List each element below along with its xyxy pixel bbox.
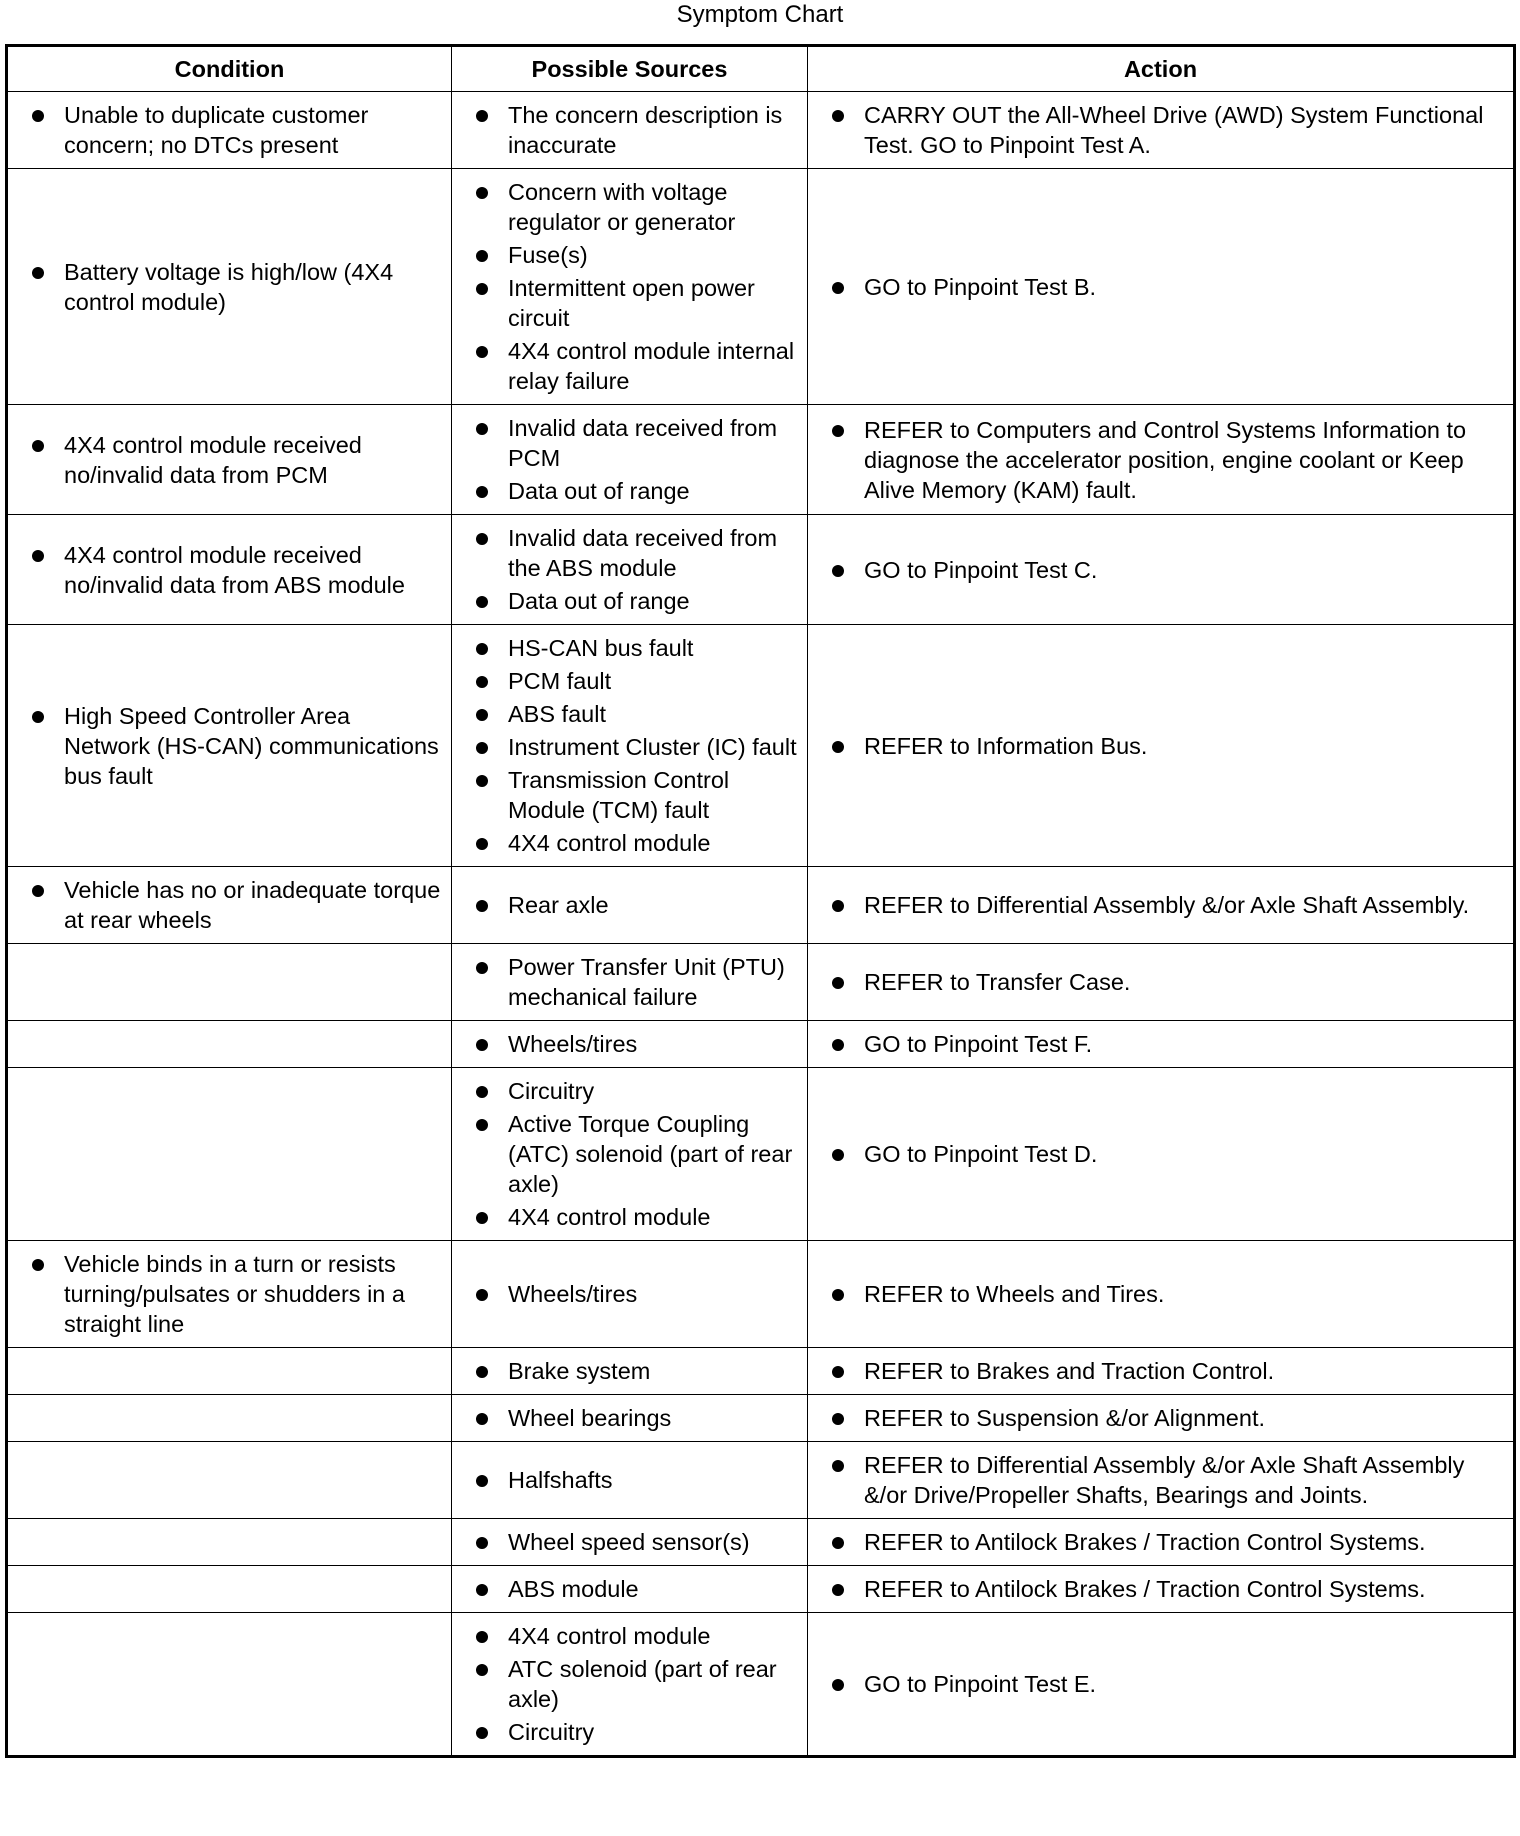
list-item: 4X4 control module: [464, 828, 797, 858]
list-item: PCM fault: [464, 666, 797, 696]
list-item: Wheels/tires: [464, 1029, 797, 1059]
list-item: Wheel bearings: [464, 1403, 797, 1433]
list-item: ABS module: [464, 1574, 797, 1604]
action-cell: [808, 1241, 1515, 1348]
possible-sources-cell: [452, 405, 808, 515]
list-item: ABS fault: [464, 699, 797, 729]
action-cell: [808, 944, 1515, 1021]
table-row: [7, 169, 1515, 405]
condition-cell: [7, 169, 452, 405]
list-item: REFER to Antilock Brakes / Traction Control Systems.: [820, 1527, 1503, 1557]
bullet-list: [820, 1139, 1503, 1169]
bullet-list: [464, 1356, 797, 1386]
list-item: REFER to Differential Assembly &/or Axle Shaft Assembly.: [820, 890, 1503, 920]
list-item: GO to Pinpoint Test E.: [820, 1669, 1503, 1699]
bullet-list: [820, 1029, 1503, 1059]
possible-sources-cell: [452, 515, 808, 625]
condition-cell: [7, 1519, 452, 1566]
table-row: [7, 1566, 1515, 1613]
bullet-list: [820, 1279, 1503, 1309]
bullet-list: [820, 1403, 1503, 1433]
bullet-list: [820, 890, 1503, 920]
list-item: Battery voltage is high/low (4X4 control module): [20, 257, 441, 317]
bullet-list: [820, 1669, 1503, 1699]
bullet-list: [464, 890, 797, 920]
list-item: REFER to Antilock Brakes / Traction Control Systems.: [820, 1574, 1503, 1604]
list-item: Circuitry: [464, 1076, 797, 1106]
list-item: REFER to Information Bus.: [820, 731, 1503, 761]
table-row: [7, 1348, 1515, 1395]
list-item: HS-CAN bus fault: [464, 633, 797, 663]
table-body: [7, 92, 1515, 1757]
condition-cell: [7, 1241, 452, 1348]
possible-sources-cell: [452, 1241, 808, 1348]
condition-cell: [7, 515, 452, 625]
list-item: CARRY OUT the All-Wheel Drive (AWD) System Functional Test. GO to Pinpoint Test A.: [820, 100, 1503, 160]
table-row: [7, 92, 1515, 169]
list-item: REFER to Brakes and Traction Control.: [820, 1356, 1503, 1386]
action-cell: [808, 515, 1515, 625]
bullet-list: [464, 100, 797, 160]
list-item: Intermittent open power circuit: [464, 273, 797, 333]
list-item: Brake system: [464, 1356, 797, 1386]
bullet-list: [820, 272, 1503, 302]
bullet-list: [20, 875, 441, 935]
condition-cell: [7, 1613, 452, 1757]
bullet-list: [820, 1574, 1503, 1604]
list-item: Wheels/tires: [464, 1279, 797, 1309]
table-row: [7, 1442, 1515, 1519]
header-possible-sources: Possible Sources: [452, 46, 808, 92]
possible-sources-cell: [452, 1519, 808, 1566]
list-item: GO to Pinpoint Test D.: [820, 1139, 1503, 1169]
list-item: Power Transfer Unit (PTU) mechanical failure: [464, 952, 797, 1012]
condition-cell: [7, 625, 452, 867]
possible-sources-cell: [452, 1566, 808, 1613]
possible-sources-cell: [452, 867, 808, 944]
action-cell: [808, 92, 1515, 169]
bullet-list: [464, 1465, 797, 1495]
condition-cell: [7, 944, 452, 1021]
list-item: Invalid data received from PCM: [464, 413, 797, 473]
table-row: [7, 1395, 1515, 1442]
list-item: REFER to Wheels and Tires.: [820, 1279, 1503, 1309]
condition-cell: [7, 867, 452, 944]
list-item: REFER to Transfer Case.: [820, 967, 1503, 997]
action-cell: [808, 1442, 1515, 1519]
possible-sources-cell: [452, 1068, 808, 1241]
bullet-list: [464, 1076, 797, 1232]
list-item: Data out of range: [464, 586, 797, 616]
possible-sources-cell: [452, 1395, 808, 1442]
list-item: Invalid data received from the ABS module: [464, 523, 797, 583]
list-item: Rear axle: [464, 890, 797, 920]
list-item: Unable to duplicate customer concern; no DTCs present: [20, 100, 441, 160]
bullet-list: [820, 967, 1503, 997]
table-row: [7, 405, 1515, 515]
bullet-list: [20, 257, 441, 317]
table-row: [7, 625, 1515, 867]
list-item: Wheel speed sensor(s): [464, 1527, 797, 1557]
list-item: Data out of range: [464, 476, 797, 506]
list-item: Active Torque Coupling (ATC) solenoid (part of rear axle): [464, 1109, 797, 1199]
action-cell: [808, 1519, 1515, 1566]
table-row: [7, 1068, 1515, 1241]
action-cell: [808, 867, 1515, 944]
list-item: 4X4 control module received no/invalid data from ABS module: [20, 540, 441, 600]
condition-cell: [7, 1021, 452, 1068]
table-row: [7, 1241, 1515, 1348]
list-item: Circuitry: [464, 1717, 797, 1747]
list-item: Halfshafts: [464, 1465, 797, 1495]
symptom-chart-table: [5, 44, 1516, 1758]
action-cell: [808, 169, 1515, 405]
bullet-list: [464, 1621, 797, 1747]
condition-cell: [7, 1348, 452, 1395]
table-header-row: [7, 46, 1515, 92]
list-item: Instrument Cluster (IC) fault: [464, 732, 797, 762]
possible-sources-cell: [452, 1613, 808, 1757]
bullet-list: [20, 540, 441, 600]
condition-cell: [7, 1566, 452, 1613]
table-row: [7, 515, 1515, 625]
condition-cell: [7, 1395, 452, 1442]
bullet-list: [464, 1527, 797, 1557]
list-item: REFER to Suspension &/or Alignment.: [820, 1403, 1503, 1433]
bullet-list: [820, 100, 1503, 160]
header-condition: Condition: [7, 46, 452, 92]
bullet-list: [464, 1279, 797, 1309]
list-item: High Speed Controller Area Network (HS-CAN) communications bus fault: [20, 701, 441, 791]
bullet-list: [820, 1527, 1503, 1557]
bullet-list: [464, 633, 797, 858]
list-item: The concern description is inaccurate: [464, 100, 797, 160]
action-cell: [808, 1395, 1515, 1442]
header-action: Action: [808, 46, 1515, 92]
action-cell: [808, 1613, 1515, 1757]
bullet-list: [464, 177, 797, 396]
bullet-list: [464, 952, 797, 1012]
list-item: REFER to Computers and Control Systems Information to diagnose the accelerator position, engine coolant or Keep Alive Memory (KAM) fault.: [820, 415, 1503, 505]
action-cell: [808, 1021, 1515, 1068]
list-item: Vehicle has no or inadequate torque at rear wheels: [20, 875, 441, 935]
possible-sources-cell: [452, 1442, 808, 1519]
possible-sources-cell: [452, 92, 808, 169]
condition-cell: [7, 405, 452, 515]
bullet-list: [464, 413, 797, 506]
table-row: [7, 1613, 1515, 1757]
page-title: Symptom Chart: [676, 1, 844, 28]
bullet-list: [464, 523, 797, 616]
condition-cell: [7, 1068, 452, 1241]
bullet-list: [20, 701, 441, 791]
list-item: 4X4 control module: [464, 1202, 797, 1232]
list-item: 4X4 control module: [464, 1621, 797, 1651]
bullet-list: [20, 100, 441, 160]
bullet-list: [464, 1403, 797, 1433]
condition-cell: [7, 1442, 452, 1519]
bullet-list: [820, 1450, 1503, 1510]
table-row: [7, 1519, 1515, 1566]
list-item: Fuse(s): [464, 240, 797, 270]
action-cell: [808, 405, 1515, 515]
bullet-list: [20, 1249, 441, 1339]
bullet-list: [20, 430, 441, 490]
bullet-list: [820, 555, 1503, 585]
list-item: Concern with voltage regulator or generator: [464, 177, 797, 237]
table-row: [7, 944, 1515, 1021]
table-row: [7, 867, 1515, 944]
list-item: Vehicle binds in a turn or resists turning/pulsates or shudders in a straight line: [20, 1249, 441, 1339]
action-cell: [808, 1068, 1515, 1241]
list-item: 4X4 control module received no/invalid data from PCM: [20, 430, 441, 490]
possible-sources-cell: [452, 1021, 808, 1068]
list-item: GO to Pinpoint Test F.: [820, 1029, 1503, 1059]
list-item: Transmission Control Module (TCM) fault: [464, 765, 797, 825]
possible-sources-cell: [452, 625, 808, 867]
bullet-list: [820, 731, 1503, 761]
bullet-list: [820, 1356, 1503, 1386]
list-item: REFER to Differential Assembly &/or Axle Shaft Assembly &/or Drive/Propeller Shafts, Bearings and Joints.: [820, 1450, 1503, 1510]
list-item: ATC solenoid (part of rear axle): [464, 1654, 797, 1714]
bullet-list: [820, 415, 1503, 505]
action-cell: [808, 625, 1515, 867]
possible-sources-cell: [452, 169, 808, 405]
list-item: 4X4 control module internal relay failure: [464, 336, 797, 396]
table-row: [7, 1021, 1515, 1068]
list-item: GO to Pinpoint Test B.: [820, 272, 1503, 302]
possible-sources-cell: [452, 944, 808, 1021]
action-cell: [808, 1348, 1515, 1395]
possible-sources-cell: [452, 1348, 808, 1395]
list-item: GO to Pinpoint Test C.: [820, 555, 1503, 585]
action-cell: [808, 1566, 1515, 1613]
condition-cell: [7, 92, 452, 169]
bullet-list: [464, 1029, 797, 1059]
bullet-list: [464, 1574, 797, 1604]
